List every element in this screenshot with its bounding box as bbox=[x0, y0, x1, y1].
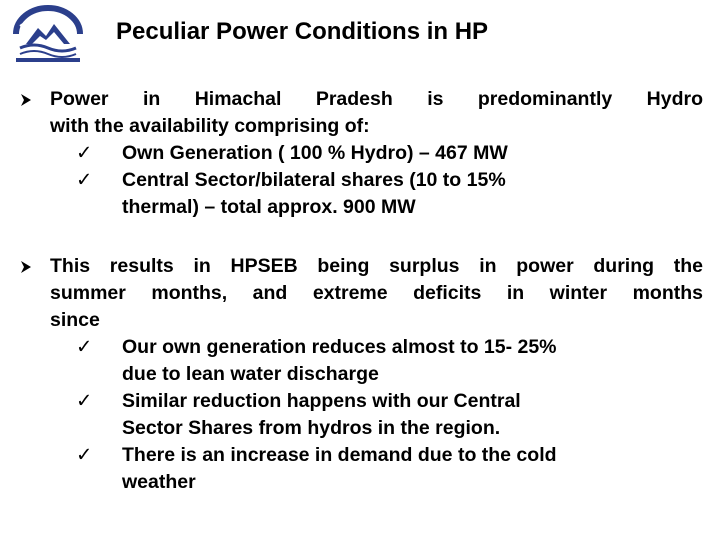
sub-item-text: Our own generation reduces almost to 15- 25% bbox=[122, 336, 557, 358]
bullet-surplus-deficit bbox=[18, 253, 703, 496]
check-icon: ✓ bbox=[76, 336, 93, 358]
check-icon: ✓ bbox=[76, 142, 93, 164]
bullet-power-availability bbox=[18, 86, 703, 221]
sub-item-text: Central Sector/bilateral shares (10 to 15% bbox=[122, 169, 506, 191]
sub-item-text: Similar reduction happens with our Central bbox=[122, 390, 521, 412]
bullet-text-line: summer months, and extreme deficits in winter months bbox=[50, 282, 703, 304]
bullet-text-line: Power in Himachal Pradesh is predominantly Hydro bbox=[50, 88, 703, 110]
check-icon: ✓ bbox=[76, 390, 93, 412]
bullet-text-line: since bbox=[50, 309, 100, 331]
sub-item-own-generation bbox=[76, 140, 703, 167]
bullet-text-line: This results in HPSEB being surplus in power during the bbox=[50, 255, 703, 277]
sub-item-central-sector bbox=[76, 167, 703, 221]
sub-item-text: weather bbox=[122, 471, 196, 493]
sub-item-text: Own Generation ( 100 % Hydro) – 467 MW bbox=[122, 142, 508, 164]
arrow-bullet-icon bbox=[18, 253, 50, 334]
sub-item-text: due to lean water discharge bbox=[122, 363, 379, 385]
bullet-text-line: with the availability comprising of: bbox=[50, 115, 370, 137]
sub-item-text: There is an increase in demand due to the cold bbox=[122, 444, 557, 466]
arrow-bullet-icon bbox=[18, 86, 50, 140]
sub-item-text: Sector Shares from hydros in the region. bbox=[122, 417, 501, 439]
check-icon: ✓ bbox=[76, 169, 93, 191]
hpseb-logo-icon bbox=[6, 4, 90, 64]
check-icon: ✓ bbox=[76, 444, 93, 466]
sub-item-own-generation-reduction bbox=[76, 334, 703, 388]
page-title: Peculiar Power Conditions in HP bbox=[116, 18, 489, 45]
sub-item-central-share-reduction bbox=[76, 388, 703, 442]
sub-item-demand-increase bbox=[76, 442, 703, 496]
sub-item-text: thermal) – total approx. 900 MW bbox=[122, 196, 416, 218]
